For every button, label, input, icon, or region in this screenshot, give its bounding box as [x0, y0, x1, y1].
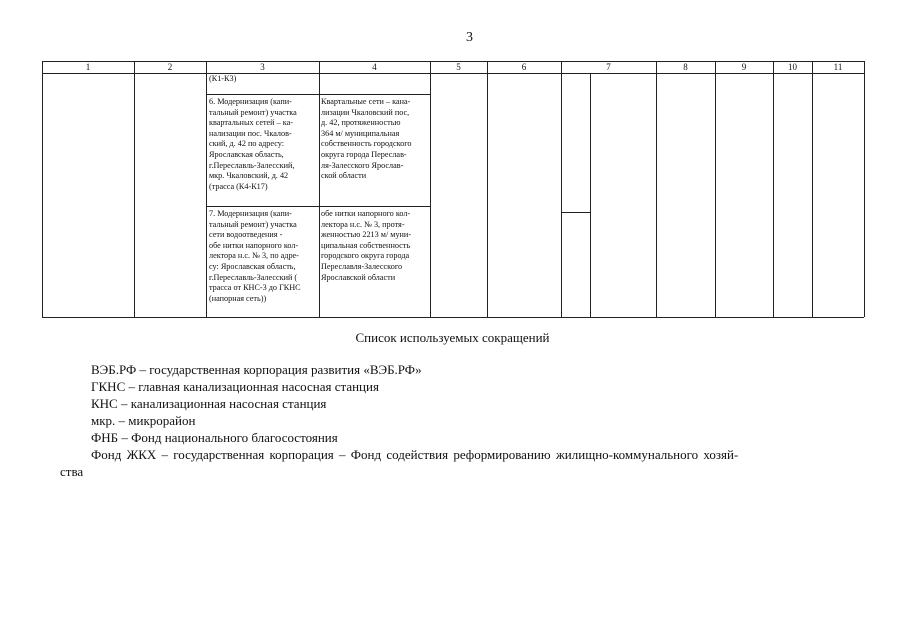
abbreviation-item: мкр. – микрорайон [91, 413, 196, 428]
column-number: 7 [606, 62, 611, 72]
table-cell-project: (К1-К3) [209, 74, 237, 83]
col-border [715, 61, 716, 317]
column-number: 6 [521, 62, 527, 72]
col-border [42, 61, 43, 317]
col-border [561, 61, 562, 317]
col-border [773, 61, 774, 317]
header-bottom-border [42, 73, 864, 74]
abbreviation-item: ВЭБ.РФ – государственная корпорация развития «ВЭБ.РФ» [91, 362, 422, 377]
column-number: 2 [167, 62, 173, 72]
col-border [430, 61, 431, 317]
table-cell-project: 6. Модернизация (капи- тальный ремонт) участка квартальных сетей – ка- нализации пос. Чкалов- ский, д. 42 по адресу: Ярославская область, г.Переславль-Залесский, мкр. Чкаловский, д. 42 (трасса (К4-К17) [209, 97, 297, 191]
table-cell-description: Квартальные сети – кана- лизации Чкаловский пос, д. 42, протяженностью 364 м/ муниципальная собственность городского округа города Переслав- ля-Залесского Ярослав- ской области [321, 97, 412, 181]
column-number: 5 [456, 62, 461, 72]
abbreviation-continuation: ства [60, 464, 84, 479]
col-border [206, 61, 207, 317]
row-divider [206, 94, 430, 95]
column-number: 4 [372, 62, 377, 72]
abbreviations-title: Список используемых сокращений [355, 330, 550, 345]
abbreviation-item: Фонд ЖКХ – государственная корпорация – Фонд содействия реформированию жилищно-коммунального хозяй- [91, 447, 739, 462]
row-divider [561, 212, 590, 213]
column-number: 1 [85, 62, 91, 72]
table-cell-description: обе нитки напорного кол- лектора н.с. № 3, протя- женностью 2213 м/ муни- ципальная собственность городского округа города Переславля-Залесского Ярославской области [321, 209, 412, 282]
column-number: 3 [260, 62, 265, 72]
col-border [319, 61, 320, 317]
column-number: 9 [741, 62, 747, 72]
abbreviation-item: ФНБ – Фонд национального благосостояния [91, 430, 338, 445]
row-divider [206, 206, 430, 207]
column-number: 8 [683, 62, 688, 72]
table-bottom-border [42, 317, 864, 318]
page-number: 3 [466, 30, 473, 45]
table-cell-project: 7. Модернизация (капи- тальный ремонт) участка сети водоотведения - обе нитки напорного кол- лектора н.с. № 3, по адре- су: Ярославская область, г.Переславль-Залесский ( трасса от КНС-3 до ГКНС (напорная сеть)) [209, 209, 301, 303]
abbreviation-item: ГКНС – главная канализационная насосная станция [91, 379, 379, 394]
col-border [487, 61, 488, 317]
col-border [812, 61, 813, 317]
col-border [134, 61, 135, 317]
col-border [864, 61, 865, 317]
col-border [590, 73, 591, 317]
col-border [656, 61, 657, 317]
column-number: 10 [788, 62, 797, 72]
abbreviation-item: КНС – канализационная насосная станция [91, 396, 327, 411]
column-number: 11 [833, 62, 843, 72]
